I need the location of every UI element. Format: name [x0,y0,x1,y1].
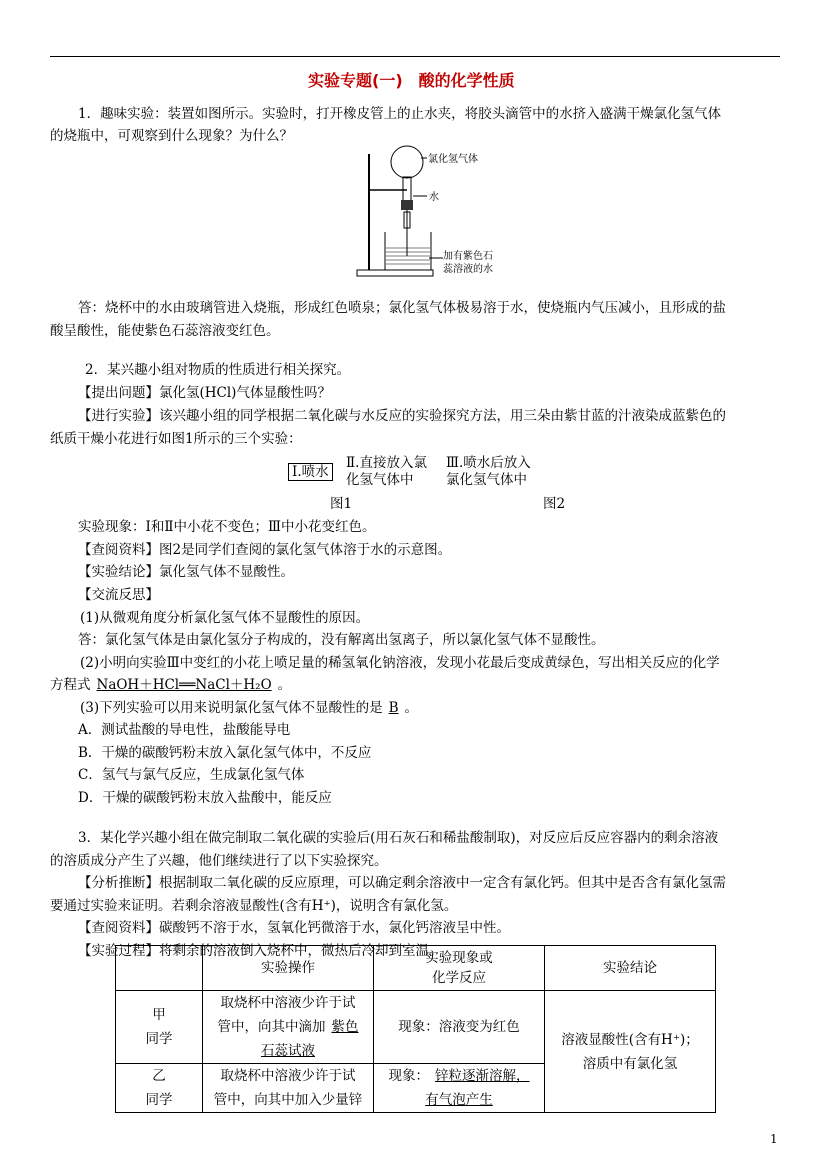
q2-phenomenon: 实验现象：Ⅰ和Ⅱ中小花不变色；Ⅲ中小花变红色。 [78,519,376,535]
header-rule [50,56,780,57]
table-header-row [116,946,716,991]
q1-line2: 的烧瓶中，可观察到什么现象？为什么？ [50,128,293,144]
section-tag: 【实验过程】 [78,943,159,959]
q2-reflect-tag: 【交流反思】 [78,587,159,603]
q3-analysis-line2: 要通过实验来证明。若剩余溶液显酸性(含有H⁺)，说明含有氯化氢。 [50,898,458,914]
equation-prefix: 方程式 [50,677,91,693]
row1-name-1: 甲 [152,1007,166,1023]
q2-r3 [80,696,418,716]
option-d: D．干燥的碳酸钙粉末放入盐酸中，能反应 [78,790,332,806]
conclusion-cell [545,991,716,1113]
section-text: 根据制取二氧化碳的反应原理，可以确定剩余溶液中一定含有氯化钙。但其中是否含有氯化氢需 [159,875,726,891]
q3-line2: 的溶质成分产生了兴趣，他们继续进行了以下实验探究。 [50,853,388,869]
fig-label-litmus-2: 蕊溶液的水 [443,264,493,275]
exp2-label-2: 化氢气体中 [346,472,414,488]
section-tag: 【查阅资料】 [78,920,159,936]
section-text: 图2是同学们查阅的氯化氢气体溶于水的示意图。 [159,542,452,558]
r3-answer: B [388,700,399,716]
figure-2-caption: 图2 [543,496,566,512]
row2-phen-line1 [374,1064,544,1088]
section-text: 碳酸钙不溶于水，氢氧化钙微溶于水，氯化钙溶液呈中性。 [159,920,510,936]
q2-r2-line1: (2)小明向实验Ⅲ中变红的小花上喷足量的稀氢氧化钠溶液，发现小花最后变成黄绿色，写出相关反应的化学 [80,655,720,671]
section-tag: 【进行实验】 [78,408,159,424]
section-tag: 【实验结论】 [78,564,159,580]
section-text: 将剩余的溶液倒入烧杯中，微热后冷却到室温。 [159,943,443,959]
q2-do-line2: 纸质干燥小花进行如图1所示的三个实验： [50,431,302,447]
row1-op-prefix: 管中，向其中滴加 [217,1019,326,1035]
q2-check [78,538,451,558]
section-tag: 【查阅资料】 [78,542,159,558]
row2-op-line1: 取烧杯中溶液少许于试 [220,1068,356,1084]
option-b: B．干燥的碳酸钙粉末放入氯化氢气体中，不反应 [78,745,372,761]
figure-1-caption: 图1 [330,496,353,512]
row2-phen-prefix: 现象： [388,1068,429,1084]
row2-phenomenon [374,1064,545,1113]
q2-do-line1 [78,404,726,424]
exp3-label-1: Ⅲ.喷水后放入 [446,455,531,471]
row1-op-answer-2: 石蕊试液 [261,1043,315,1059]
section-text: 该兴趣小组的同学根据二氧化碳与水反应的实验探究方法，用三朵由紫甘蓝的汁液染成蓝紫色的 [159,408,726,424]
page-number: 1 [770,1132,778,1146]
header-cell-empty [116,946,203,991]
row2-op-line2: 管中，向其中加入少量锌 [213,1092,363,1108]
q3-analysis-line1 [78,871,726,891]
q1-line1: 1．趣味实验：装置如图所示。实验时，打开橡皮管上的止水夹，将胶头滴管中的水挤入盛满干燥氯化氢气体 [78,106,722,122]
row2-phen-answer-2: 有气泡产生 [425,1092,493,1108]
q2-r2-line2 [50,673,291,693]
header-phenomenon-line1: 实验现象或 [425,950,493,966]
section-text: 氯化氢气体不显酸性。 [159,564,294,580]
exp2-label-1: Ⅱ.直接放入氯 [346,455,427,471]
header-phenomenon-line2: 化学反应 [432,970,486,986]
q3-check [78,916,510,936]
experiment-table [115,945,716,1113]
section-tag: 【分析推断】 [78,875,159,891]
fig-label-gas: 氯化氢气体 [428,154,478,165]
row2-name [116,1064,203,1113]
option-c: C．氢气与氯气反应，生成氯化氢气体 [78,767,305,783]
row1-op-line1: 取烧杯中溶液少许于试 [220,995,356,1011]
row1-phenomenon: 现象：溶液变为红色 [374,991,545,1064]
option-a: A．测试盐酸的导电性，盐酸能导电 [78,722,291,738]
q1-answer-line1: 答：烧杯中的水由玻璃管进入烧瓶，形成红色喷泉；氯化氢气体极易溶于水，使烧瓶内气压减小，且形成的盐 [78,300,726,316]
row1-name-2: 同学 [145,1031,173,1047]
row1-op-line3 [203,1039,373,1063]
equation-answer: NaOH＋HCl══NaCl＋H₂O [96,677,272,693]
row1-op-line2 [203,1015,373,1039]
r3-prefix: (3)下列实验可以用来说明氯化氢气体不显酸性的是 [80,700,383,716]
q2-r1-answer: 答：氯化氢气体是由氯化氢分子构成的，没有解离出氢离子，所以氯化氢气体不显酸性。 [78,632,605,648]
row2-name-1: 乙 [152,1068,166,1084]
header-cell-phenomenon [374,946,545,991]
conclusion-line1: 溶液显酸性(含有H⁺)； [561,1031,699,1048]
fig-label-litmus-1: 加有紫色石 [443,251,493,262]
row2-operation [203,1064,374,1113]
table-row [116,991,716,1064]
header-cell-conclusion: 实验结论 [545,946,716,991]
fig-label-water: 水 [429,192,439,203]
r3-suffix: 。 [404,700,419,716]
page-title: 实验专题(一) 酸的化学性质 [308,71,515,90]
header-cell-operation: 实验操作 [203,946,374,991]
row1-name [116,991,203,1064]
row2-phen-line2 [374,1088,544,1112]
q2-r1: (1)从微观角度分析氯化氢气体不显酸性的原因。 [80,610,370,626]
section-tag: 【提出问题】 [78,385,159,401]
exp1-label [288,460,333,480]
conclusion-line2: 溶质中有氯化氢 [582,1055,678,1072]
q1-answer-line2: 酸呈酸性，能使紫色石蕊溶液变红色。 [50,323,280,339]
row1-operation [203,991,374,1064]
equation-suffix: 。 [277,677,292,693]
section-text: 氯化氢(HCl)气体显酸性吗？ [159,385,331,401]
exp1-text: Ⅰ.喷水 [288,463,333,481]
row2-phen-answer-1: 锌粒逐渐溶解， [435,1068,530,1084]
exp3-label-2: 氯化氢气体中 [446,472,527,488]
q2-conclusion [78,560,294,580]
apparatus-figure [355,144,515,288]
q2-ask [78,381,331,401]
q2-intro: 2．某兴趣小组对物质的性质进行相关探究。 [85,362,351,378]
row1-op-answer: 紫色 [331,1019,359,1035]
row2-name-2: 同学 [145,1092,173,1108]
q3-line1: 3．某化学兴趣小组在做完制取二氧化碳的实验后(用石灰石和稀盐酸制取)，对反应后反应容器内的剩余溶液 [78,830,719,846]
